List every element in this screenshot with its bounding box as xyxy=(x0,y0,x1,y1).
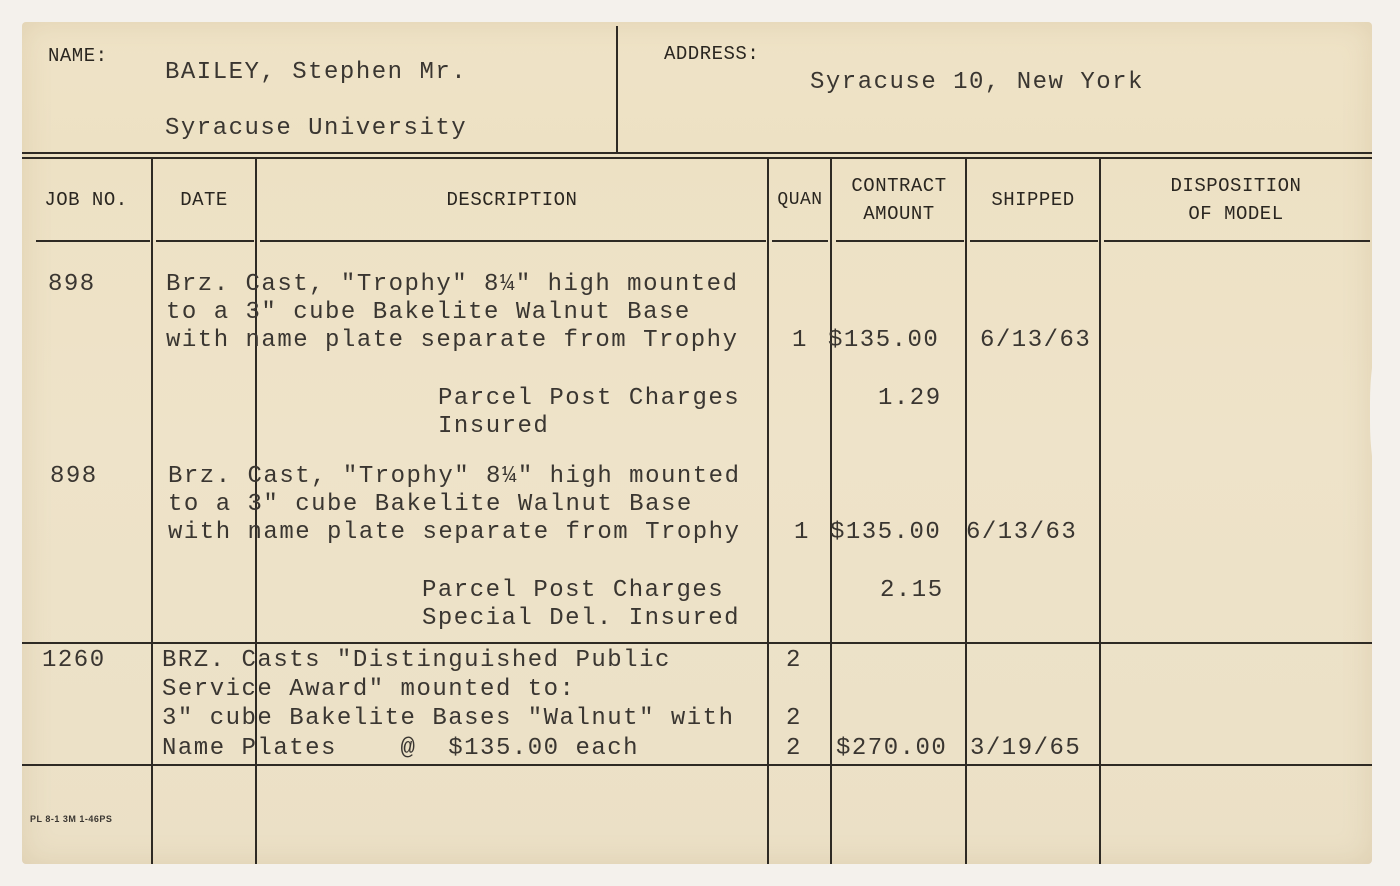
description-line: Brz. Cast, "Trophy" 8¼" high mounted xyxy=(168,463,741,490)
charges-amount: 2.15 xyxy=(880,577,944,604)
description-line: BRZ. Casts "Distinguished Public xyxy=(162,647,671,674)
form-code: PL 8-1 3M 1-46PS xyxy=(30,814,113,824)
description-line: 3" cube Bakelite Bases "Walnut" with xyxy=(162,705,735,732)
col-job-no: JOB NO. xyxy=(44,189,128,211)
col-divider xyxy=(767,157,769,864)
quantity: 2 xyxy=(786,705,802,732)
contract-amount: $135.00 xyxy=(828,327,940,354)
col-date: DATE xyxy=(180,189,228,211)
job-number: 898 xyxy=(50,463,98,490)
charges-amount: 1.29 xyxy=(878,385,942,412)
header-rule xyxy=(22,152,1372,154)
quantity: 2 xyxy=(786,647,802,674)
description-line: with name plate separate from Trophy xyxy=(166,327,739,354)
contract-amount: $135.00 xyxy=(830,519,942,546)
rule xyxy=(36,240,150,242)
quantity: 2 xyxy=(786,735,802,762)
rule xyxy=(836,240,964,242)
shipped-date: 6/13/63 xyxy=(966,519,1078,546)
col-divider xyxy=(965,157,967,864)
col-description: DESCRIPTION xyxy=(446,189,578,211)
rule xyxy=(1104,240,1370,242)
col-quan: QUAN xyxy=(777,190,823,210)
charges-line: Special Del. Insured xyxy=(422,605,741,632)
col-divider xyxy=(830,157,832,864)
rule xyxy=(260,240,766,242)
quantity: 1 xyxy=(792,327,808,354)
quantity: 1 xyxy=(794,519,810,546)
rule xyxy=(970,240,1098,242)
description-line: with name plate separate from Trophy xyxy=(168,519,741,546)
header-rule-2 xyxy=(22,157,1372,159)
col-contract-line2: AMOUNT xyxy=(863,203,935,225)
rule xyxy=(156,240,254,242)
col-divider xyxy=(1099,157,1101,864)
col-disposition-line1: DISPOSITION xyxy=(1170,175,1302,197)
card-notch xyxy=(1370,312,1372,512)
job-number: 898 xyxy=(48,271,96,298)
header-divider xyxy=(616,26,618,152)
job-number: 1260 xyxy=(42,647,106,674)
record-card xyxy=(22,22,1372,864)
shipped-date: 6/13/63 xyxy=(980,327,1092,354)
address-value: Syracuse 10, New York xyxy=(810,69,1144,96)
description-line: to a 3" cube Bakelite Walnut Base xyxy=(166,299,691,326)
contract-amount: $270.00 xyxy=(836,735,948,762)
name-value-line2: Syracuse University xyxy=(165,115,468,142)
shipped-date: 3/19/65 xyxy=(970,735,1082,762)
charges-line: Parcel Post Charges xyxy=(422,577,725,604)
entry-separator xyxy=(22,764,1372,766)
entry-separator xyxy=(22,642,1372,644)
rule xyxy=(772,240,828,242)
description-line: Service Award" mounted to: xyxy=(162,676,576,703)
col-divider xyxy=(151,157,153,864)
description-line: Name Plates @ $135.00 each xyxy=(162,735,640,762)
description-line: to a 3" cube Bakelite Walnut Base xyxy=(168,491,693,518)
col-contract-line1: CONTRACT xyxy=(851,175,947,197)
col-shipped: SHIPPED xyxy=(991,189,1075,211)
charges-line: Parcel Post Charges xyxy=(438,385,741,412)
description-line: Brz. Cast, "Trophy" 8¼" high mounted xyxy=(166,271,739,298)
address-label: ADDRESS: xyxy=(664,43,760,65)
charges-line: Insured xyxy=(438,413,550,440)
name-value-line1: BAILEY, Stephen Mr. xyxy=(165,59,468,86)
col-disposition-line2: OF MODEL xyxy=(1188,203,1284,225)
name-label: NAME: xyxy=(48,45,108,67)
